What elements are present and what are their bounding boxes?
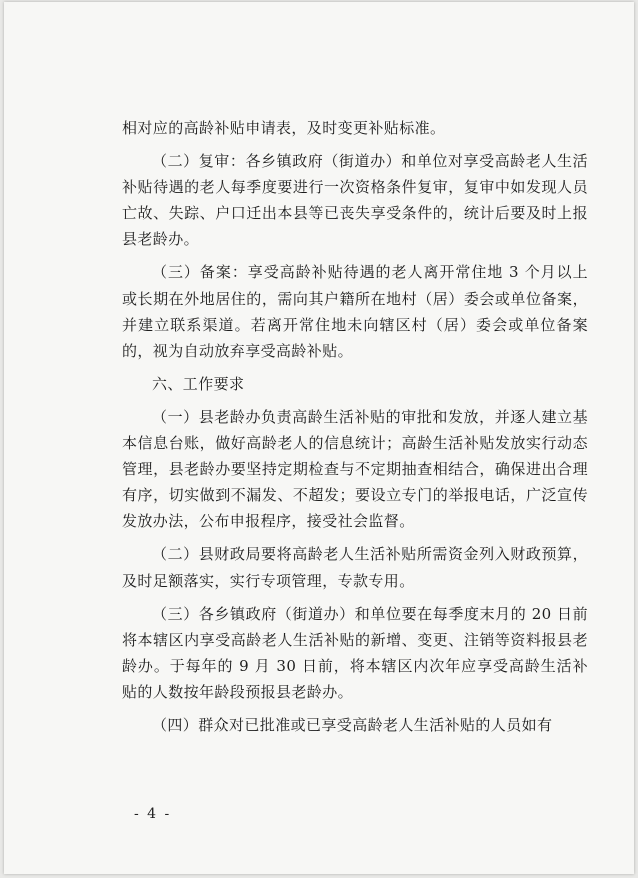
requirement-2: （二）县财政局要将高龄老人生活补贴所需资金列入财政预算，及时足额落实，实行专项管理，专款专用。: [122, 545, 588, 590]
paragraph-continued: 相对应的高龄补贴申请表，及时变更补贴标准。: [122, 119, 446, 137]
requirement-1: （一）县老龄办负责高龄生活补贴的审批和发放，并逐人建立基本信息台账，做好高龄老人的信息统计；高龄生活补贴发放实行动态管理，县老龄办要坚持定期检查与不定期抽查相结合，确保进出合理有序，切实做到不漏发、不超发；要设立专门的举报电话，广泛宣传发放办法，公布申报程序，接受社会监督。: [122, 407, 588, 531]
document-body: [122, 115, 588, 745]
requirement-4: （四）群众对已批准或已享受高龄老人生活补贴的人员如有: [152, 715, 553, 734]
section-heading-work-requirements: 六、工作要求: [152, 374, 245, 393]
page-number: - 4 -: [134, 806, 172, 822]
requirement-3: （三）各乡镇政府（街道办）和单位要在每季度末月的 20 日前将本辖区内享受高龄老人生活补贴的新增、变更、注销等资料报县老龄办。于每年的 9 月 30 日前，将本辖区内次年应享受高龄生活补贴的人数按年龄段预报县老龄办。: [122, 604, 588, 701]
paragraph-filing: （三）备案：享受高龄补贴待遇的老人离开常住地 3 个月以上或长期在外地居住的，需向其户籍所在地村（居）委会或单位备案，并建立联系渠道。若离开常住地未向辖区村（居）委会或单位备案的，视为自动放弃享受高龄补贴。: [122, 263, 588, 360]
document-page: [4, 2, 634, 874]
paragraph-review: （二）复审：各乡镇政府（街道办）和单位对享受高龄老人生活补贴待遇的老人每季度要进行一次资格条件复审，复审中如发现人员亡故、失踪、户口迁出本县等已丧失享受条件的，统计后要及时上报县老龄办。: [122, 152, 588, 249]
